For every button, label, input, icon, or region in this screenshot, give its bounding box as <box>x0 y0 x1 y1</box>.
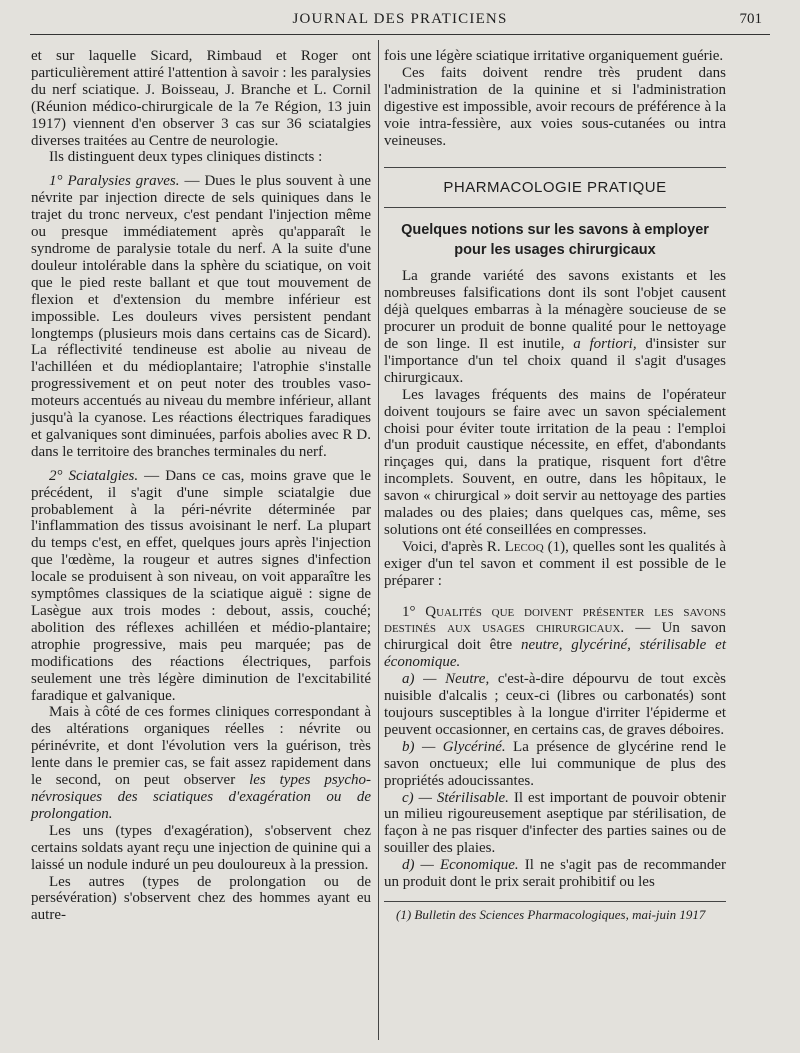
paragraph: fois une légère sciatique irritative organiquement guérie. <box>384 48 724 64</box>
subsection-paragraph <box>384 604 726 672</box>
page-number: 701 <box>739 11 762 27</box>
paragraph <box>384 539 726 590</box>
column-divider <box>378 40 379 1040</box>
subsection-heading: 1° Qualités que doivent présenter les savons destinés aux usages chirurgicaux. <box>384 603 726 637</box>
list-item-label: b) — Glycériné. <box>402 738 506 755</box>
left-column <box>31 48 371 924</box>
paragraph-text: Voici, d'après R. <box>402 538 505 555</box>
right-column <box>384 48 726 924</box>
paragraph-text: (1), quelles sont les qualités à exiger d'un tel savon et comment il est possible de le préparer : <box>384 538 726 589</box>
paragraph <box>31 468 371 705</box>
footnote-text: (1) Bulletin des Sciences Pharmacologiques, mai-juin 1917 <box>396 906 706 922</box>
paragraph <box>384 268 726 386</box>
list-item <box>384 671 726 739</box>
footnote-rule <box>384 901 726 902</box>
list-item-text: Il est important de pouvoir obtenir un milieu rigoureusement aseptique par stérilisation, de façon à ne pas risquer d'infecter des parties saines ou de souiller des plaies. <box>384 789 726 857</box>
section-rule <box>384 167 726 168</box>
paragraph-italic: les types psycho-névrosiques des sciatiques d'exagération ou de prolongation. <box>31 772 371 822</box>
paragraph-text: d'insister sur l'importance d'un tel choix quand il s'agit d'usages chirurgicaux. <box>384 335 726 386</box>
paragraph-text: — Dans ce cas, moins grave que le précédent, il s'agit d'une simple sciatalgie due probablement à la péri-névrite déterminée par l'inflammation des tissus avoisinant le nerf. La plupart du temps c'est, en effet, quelques jours après l'injection que l'œdème, la rougeur et autres signes d'infection locale se produisent à son niveau, on voit apparaître les symptômes classiques de la sciatique aiguë : signe de Lasègue aux trois modes : debout, assis, couché; abolition des réflexes achilléen et médio-plantaire; atrophie progressive, mais peu marquée; pas de modifications des réactions électriques, parfois seulement une très légère diminution de l'excitabilité faradique et galvanique. <box>31 467 371 704</box>
author-name: Lecoq <box>504 538 544 555</box>
paragraph: Les lavages fréquents des mains de l'opérateur doivent toujours se faire avec un savon spécialement choisi pour éviter toute irritation de la peau : l'emploi d'un produit caustique nécessite, en effet, d'abondants rinçages qui, dans la pratique, risquent fort d'être incomplets. Souvent, en outre, dans les hôpitaux, le savon « chirurgical » doit servir au nettoyage des parties malades ou des plaies; dans quelques cas, même, ses solutions ont été conseillées en compresses. <box>384 386 726 538</box>
paragraph <box>31 173 371 460</box>
paragraph-italic: a fortiori, <box>573 335 637 352</box>
paragraph-italic: neutre, glycériné, stérilisable et économique. <box>384 637 726 671</box>
paragraph: Les autres (types de prolongation ou de persévération) s'observent chez des hommes ayant eu autre- <box>31 873 371 924</box>
running-head <box>30 8 770 35</box>
list-item-label: d) — Economique. <box>402 857 519 874</box>
paragraph-label: 2° Sciatalgies. <box>49 467 139 484</box>
journal-title: JOURNAL DES PRATICIENS <box>292 11 508 27</box>
footnote <box>384 907 726 924</box>
article-title: Quelques notions sur les savons à employer pour les usages chirurgicaux <box>401 222 709 259</box>
paragraph-text: — Dues le plus souvent à une névrite par injection directe de sels quiniques dans le trajet du tronc nerveux, c'est pendant l'injection même ou presque immédiatement après qu'apparaît le syndrome de paralysie totale du nerf. A la suite d'une douleur intolérable dans la sphère du sciatique, on voit que le pied reste ballant et que tout mouvement de flexion et d'extension du membre inférieur est impossible. Les douleurs vives persistent pendant longtemps (plusieurs mois dans certains cas de Sicard). La réflectivité tendineuse est abolie au niveau de l'achilléen et du médioplantaire; l'atrophie s'installe progressivement et on peut noter des troubles vaso-moteurs accentués au niveau du membre inférieur, allant jusqu'à la cyanose. Les réactions électriques faradiques et galvaniques sont diminuées, parfois abolies avec R D. dans le territoire des branches terminales du nerf. <box>31 173 371 460</box>
list-item <box>384 857 726 891</box>
paragraph: Ils distinguent deux types cliniques distincts : <box>49 149 323 166</box>
paragraph: et sur laquelle Sicard, Rimbaud et Roger ont particulièrement attiré l'attention à savoir : les paralysies du nerf sciatique. J. Boisseau, J. Branche et L. Cornil (Réunion médico-chirurgicale de la 7e Région, 13 juin 1917) viennent d'en observer 3 cas sur 36 sciatalgies diverses traitées au Centre de neurologie. <box>31 48 371 149</box>
paragraph-text: Mais à côté de ces formes cliniques correspondant à des altérations organiques réelles : névrite ou périnévrite, et dont l'évolution vers la guérison, très lente dans le premier cas, se fait assez rapidement dans le second, on peut observer <box>31 704 371 789</box>
list-item <box>384 739 726 790</box>
paragraph <box>31 704 371 822</box>
paragraph: Les uns (types d'exagération), s'observent chez certains soldats ayant reçu une injection de quinine qui a laissé un nodule induré un peu douloureux à la pression. <box>31 822 371 873</box>
paragraph-label: 1° Paralysies graves. <box>49 173 180 190</box>
section-heading: PHARMACOLOGIE PRATIQUE <box>443 179 667 197</box>
paragraph-text: La grande variété des savons existants et les nombreuses falsifications dont ils sont l'objet causent déjà quelques embarras à la ménagère soucieuse de se procurer un produit de bonne qualité pour le nettoyage de son linge. Il est inutile, <box>384 268 726 352</box>
section-rule <box>384 207 726 208</box>
list-item <box>384 790 726 858</box>
list-item-text: Il ne s'agit pas de recommander un produit dont le prix serait prohibitif ou les <box>384 857 727 891</box>
list-item-label: c) — Stérilisable. <box>402 789 509 806</box>
paragraph: Ces faits doivent rendre très prudent dans l'administration de la quinine et si l'administration digestive est impossible, avoir recours de préférence à la voie intra-fessière, aux voies sous-cutanées ou intra veineuses. <box>384 64 726 149</box>
list-item-label: a) — Neutre, <box>402 671 490 688</box>
list-item-text: La présence de glycérine rend le savon onctueux; elle lui communique de plus des propriétés adoucissantes. <box>384 738 726 789</box>
list-item-text: c'est-à-dire dépourvu de tout excès nuisible d'alcalis ; ceux-ci (libres ou carbonatés) sont toujours susceptibles à la longue d'irriter l'épiderme et peuvent occasionner, en certains cas, de graves déboires. <box>384 671 726 738</box>
paragraph-text: — Un savon chirurgical doit être <box>384 620 726 654</box>
